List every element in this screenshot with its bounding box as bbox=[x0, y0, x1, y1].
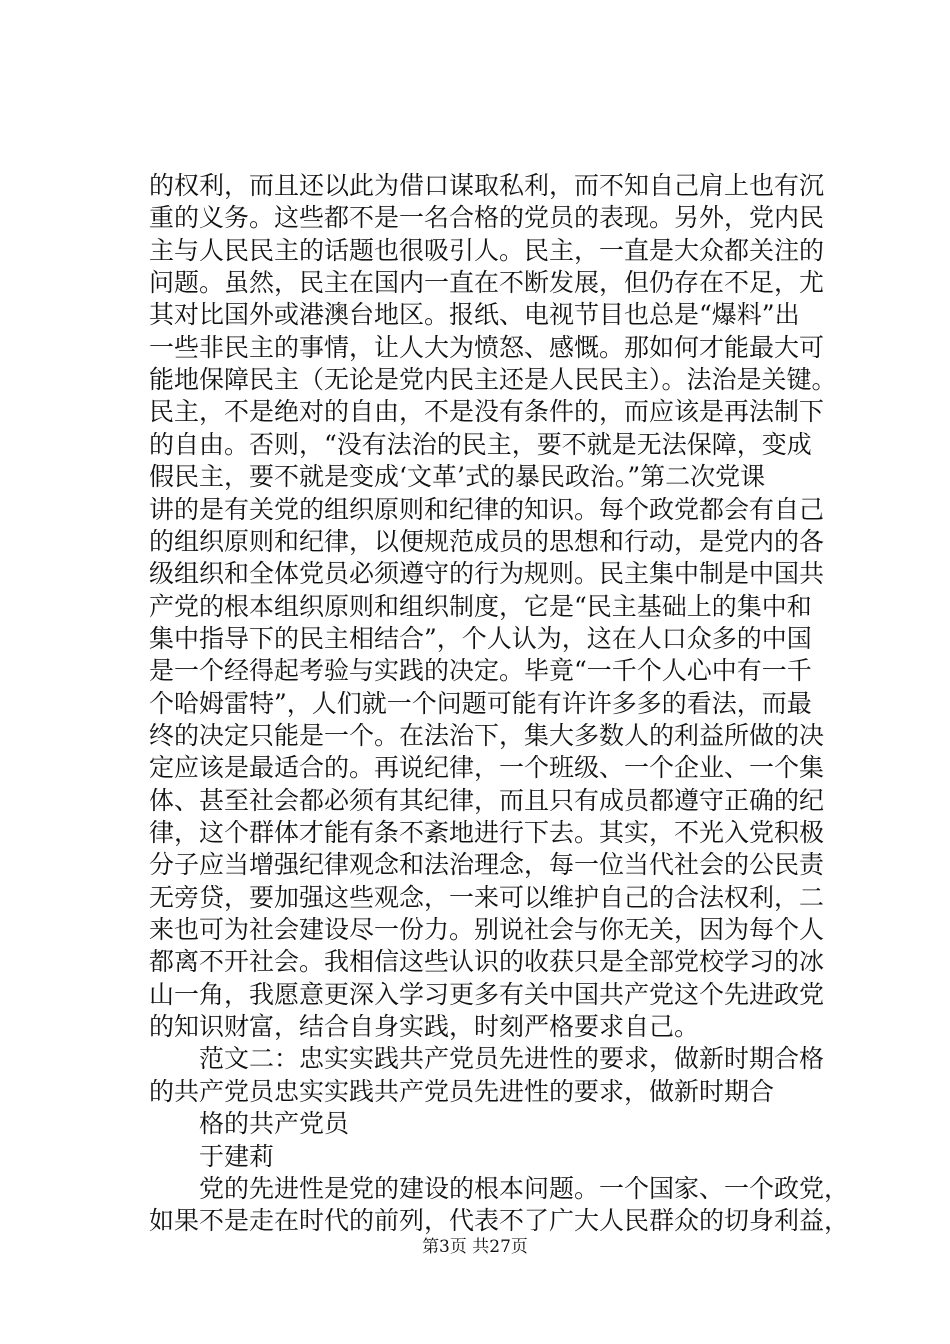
text-line: 定应该是最适合的。再说纪律，一个班级、一个企业、一个集 bbox=[149, 753, 825, 783]
text-line: 能地保障民主（无论是党内民主还是人民民主）。法治是关键。 bbox=[149, 365, 837, 395]
text-line: 山一角，我愿意更深入学习更多有关中国共产党这个先进政党 bbox=[149, 979, 825, 1009]
text-line: 重的义务。这些都不是一名合格的党员的表现。另外，党内民 bbox=[149, 203, 825, 233]
text-line: 无旁贷，要加强这些观念，一来可以维护自己的合法权利，二 bbox=[149, 882, 825, 912]
text-line: 假民主，要不就是变成‘文革’式的暴民政治。”第二次党课 bbox=[149, 462, 766, 492]
text-line: 终的决定只能是一个。在法治下，集大多数人的利益所做的决 bbox=[149, 720, 825, 750]
text-line: 的组织原则和纪律，以便规范成员的思想和行动，是党内的各 bbox=[149, 526, 825, 556]
text-line: 的权利，而且还以此为借口谋取私利，而不知自己肩上也有沉 bbox=[149, 171, 825, 200]
text-line: 的自由。否则，“没有法治的民主，要不就是无法保障，变成 bbox=[149, 429, 812, 459]
text-line: 一些非民主的事情，让人大为愤怒、感慨。那如何才能最大可 bbox=[149, 332, 825, 362]
text-line: 的知识财富，结合自身实践，时刻严格要求自己。 bbox=[149, 1012, 700, 1042]
text-line: 党的先进性是党的建设的根本问题。一个国家、一个政党， bbox=[149, 1173, 850, 1203]
text-line: 都离不开社会。我相信这些认识的收获只是全部党校学习的冰 bbox=[149, 947, 825, 977]
page-footer: 第3页 共27页 bbox=[422, 1237, 528, 1257]
text-line: 集中指导下的民主相结合”，个人认为，这在人口众多的中国 bbox=[149, 623, 812, 653]
text-line: 级组织和全体党员必须遵守的行为规则。民主集中制是中国共 bbox=[149, 559, 825, 589]
text-line: 如果不是走在时代的前列，代表不了广大人民群众的切身利益， bbox=[149, 1206, 850, 1236]
text-line: 产党的根本组织原则和组织制度，它是“民主基础上的集中和 bbox=[149, 591, 812, 621]
text-line: 分子应当增强纪律观念和法治理念，每一位当代社会的公民责 bbox=[149, 850, 825, 880]
text-line: 体、甚至社会都必须有其纪律，而且只有成员都遵守正确的纪 bbox=[149, 785, 825, 815]
text-line: 于建莉 bbox=[149, 1141, 275, 1171]
text-line: 民主，不是绝对的自由，不是没有条件的，而应该是再法制下 bbox=[149, 397, 825, 427]
text-line: 范文二：忠实实践共产党员先进性的要求，做新时期合格 bbox=[149, 1044, 825, 1074]
text-line: 其对比国外或港澳台地区。报纸、电视节目也总是“爆料”出 bbox=[149, 300, 800, 330]
text-line: 讲的是有关党的组织原则和纪律的知识。每个政党都会有自己 bbox=[149, 494, 825, 524]
text-line: 个哈姆雷特”，人们就一个问题可能有许许多多的看法，而最 bbox=[149, 688, 812, 718]
text-line: 的共产党员忠实实践共产党员先进性的要求，做新时期合 bbox=[149, 1076, 775, 1106]
text-line: 律，这个群体才能有条不紊地进行下去。其实，不光入党积极 bbox=[149, 818, 825, 847]
text-line: 问题。虽然，民主在国内一直在不断发展，但仍存在不足，尤 bbox=[149, 268, 825, 298]
text-line: 主与人民民主的话题也很吸引人。民主，一直是大众都关注的 bbox=[149, 235, 825, 265]
text-line: 来也可为社会建设尽一份力。别说社会与你无关，因为每个人 bbox=[149, 915, 825, 945]
text-line: 是一个经得起考验与实践的决定。毕竟“一千个人心中有一千 bbox=[149, 656, 812, 686]
text-line: 格的共产党员 bbox=[149, 1109, 350, 1139]
